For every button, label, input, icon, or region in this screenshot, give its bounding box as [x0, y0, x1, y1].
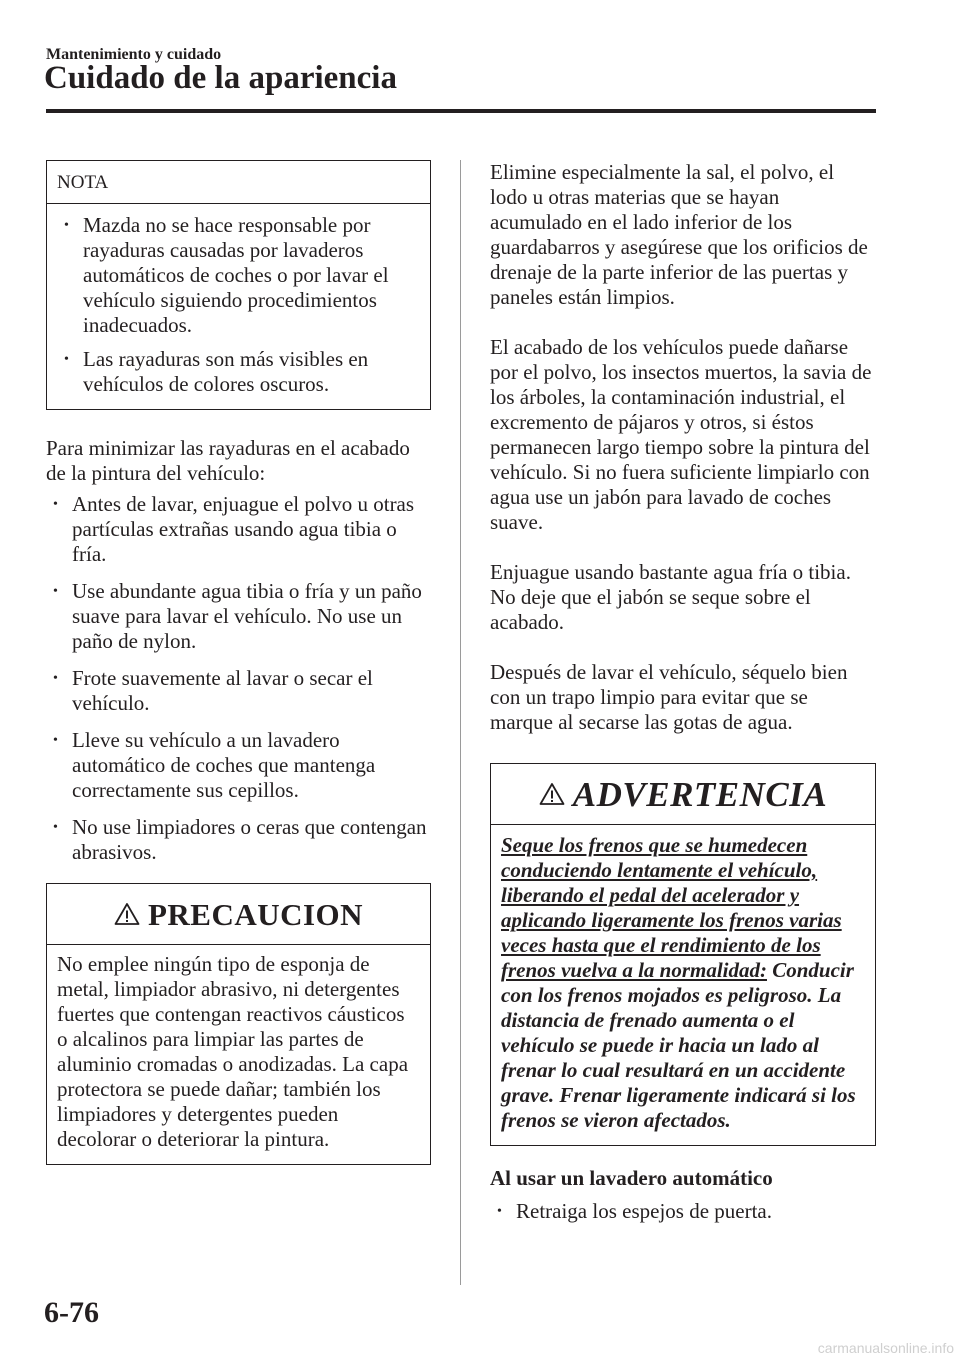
nota-heading: NOTA — [47, 161, 430, 204]
advertencia-box — [490, 763, 876, 1146]
bullet-icon: • — [53, 584, 58, 599]
warning-triangle-icon — [539, 782, 565, 806]
title-divider — [46, 109, 876, 113]
bullet-icon: • — [64, 352, 69, 367]
left-column — [46, 160, 431, 1165]
paragraph: Elimine especialmente la sal, el polvo, el lodo u otras materias que se hayan acumulado en el lado inferior de los guardabarros y asegúrese que los orificios de drenaje de la parte inferior de las puertas y paneles están limpios. — [490, 160, 868, 309]
section-label: Mantenimiento y cuidado — [46, 46, 222, 63]
page-title: Cuidado de la apariencia — [44, 60, 397, 96]
paragraph: Después de lavar el vehículo, séquelo bien con un trapo limpio para evitar que se marque al secarse las gotas de agua. — [490, 660, 848, 734]
nota-item-text: Las rayaduras son más visibles en vehículos de colores oscuros. — [83, 347, 369, 396]
advertencia-text — [491, 825, 875, 1145]
list-item — [46, 579, 431, 654]
intro-paragraph: Para minimizar las rayaduras en el acabado de la pintura del vehículo: — [46, 436, 410, 485]
list-item — [46, 666, 431, 716]
tips-list — [46, 492, 431, 865]
bullet-icon: • — [53, 733, 58, 748]
bullet-icon: • — [497, 1204, 502, 1219]
bullet-icon: • — [53, 497, 58, 512]
column-divider — [460, 160, 461, 1285]
list-item-text: Frote suavemente al lavar o secar el vehículo. — [72, 666, 373, 715]
nota-item-text: Mazda no se hace responsable por rayaduras causadas por lavaderos automáticos de coches o por lavar el vehículo siguiendo procedimientos inadecuados. — [83, 213, 389, 337]
advertencia-body-text: Conducir con los frenos mojados es peligroso. La distancia de frenado aumenta o el vehículo se puede ir hacia un lado al frenar lo cual resultará en un accidente grave. Frenar ligeramente indicará si los frenos se vieron afectados. — [501, 958, 856, 1132]
advertencia-underlined-text: Seque los frenos que se humedecen conduciendo lentamente el vehículo, liberando el pedal del acelerador y aplicando ligeramente los frenos varias veces hasta que el rendimiento de los frenos vuelva a la normalidad: — [501, 833, 842, 982]
page-number: 6-76 — [44, 1296, 99, 1329]
paragraph: Enjuague usando bastante agua fría o tibia. No deje que el jabón se seque sobre el acabado. — [490, 560, 851, 634]
bullet-icon: • — [53, 671, 58, 686]
advertencia-header — [491, 764, 875, 825]
subheading: Al usar un lavadero automático — [490, 1166, 773, 1190]
list-item-text: Retraiga los espejos de puerta. — [516, 1199, 772, 1223]
list-item-text: Use abundante agua tibia o fría y un paño suave para lavar el vehículo. No use un paño de nylon. — [72, 579, 422, 653]
bullet-icon: • — [64, 218, 69, 233]
paragraph: El acabado de los vehículos puede dañarse por el polvo, los insectos muertos, la savia de los árboles, la contaminación industrial, el excremento de pájaros y otros, si éstos permanecen largo tiempo sobre la pintura del vehículo. Si no fuera suficiente limpiarlo con agua use un jabón para lavado de coches suave. — [490, 335, 872, 534]
advertencia-heading: ADVERTENCIA — [572, 774, 828, 814]
precaucion-header — [47, 884, 430, 945]
list-item-text: Lleve su vehículo a un lavadero automático de coches que mantenga correctamente sus cepillos. — [72, 728, 376, 802]
list-item — [46, 492, 431, 567]
nota-box — [46, 160, 431, 410]
list-item — [46, 815, 431, 865]
list-item-text: Antes de lavar, enjuague el polvo u otras partículas extrañas usando agua tibia o fría. — [72, 492, 415, 566]
watermark: carmanualsonline.info — [817, 1340, 954, 1356]
precaucion-heading: PRECAUCION — [147, 896, 364, 932]
bullet-icon: • — [53, 820, 58, 835]
list-item — [490, 1199, 876, 1224]
warning-triangle-icon — [114, 902, 140, 926]
list-item — [46, 728, 431, 803]
precaucion-text: No emplee ningún tipo de esponja de metal, limpiador abrasivo, ni detergentes fuertes que contengan reactivos cáusticos o alcalinos para limpiar las partes de aluminio cromadas o anodizadas. La capa protectora se puede dañar; también los limpiadores y detergentes pueden decolorar o deteriorar la pintura. — [57, 952, 409, 1151]
nota-item — [57, 347, 420, 397]
nota-item — [57, 213, 420, 338]
right-column — [490, 160, 876, 1233]
precaucion-box — [46, 883, 431, 1165]
list-item-text: No use limpiadores o ceras que contengan abrasivos. — [72, 815, 427, 864]
